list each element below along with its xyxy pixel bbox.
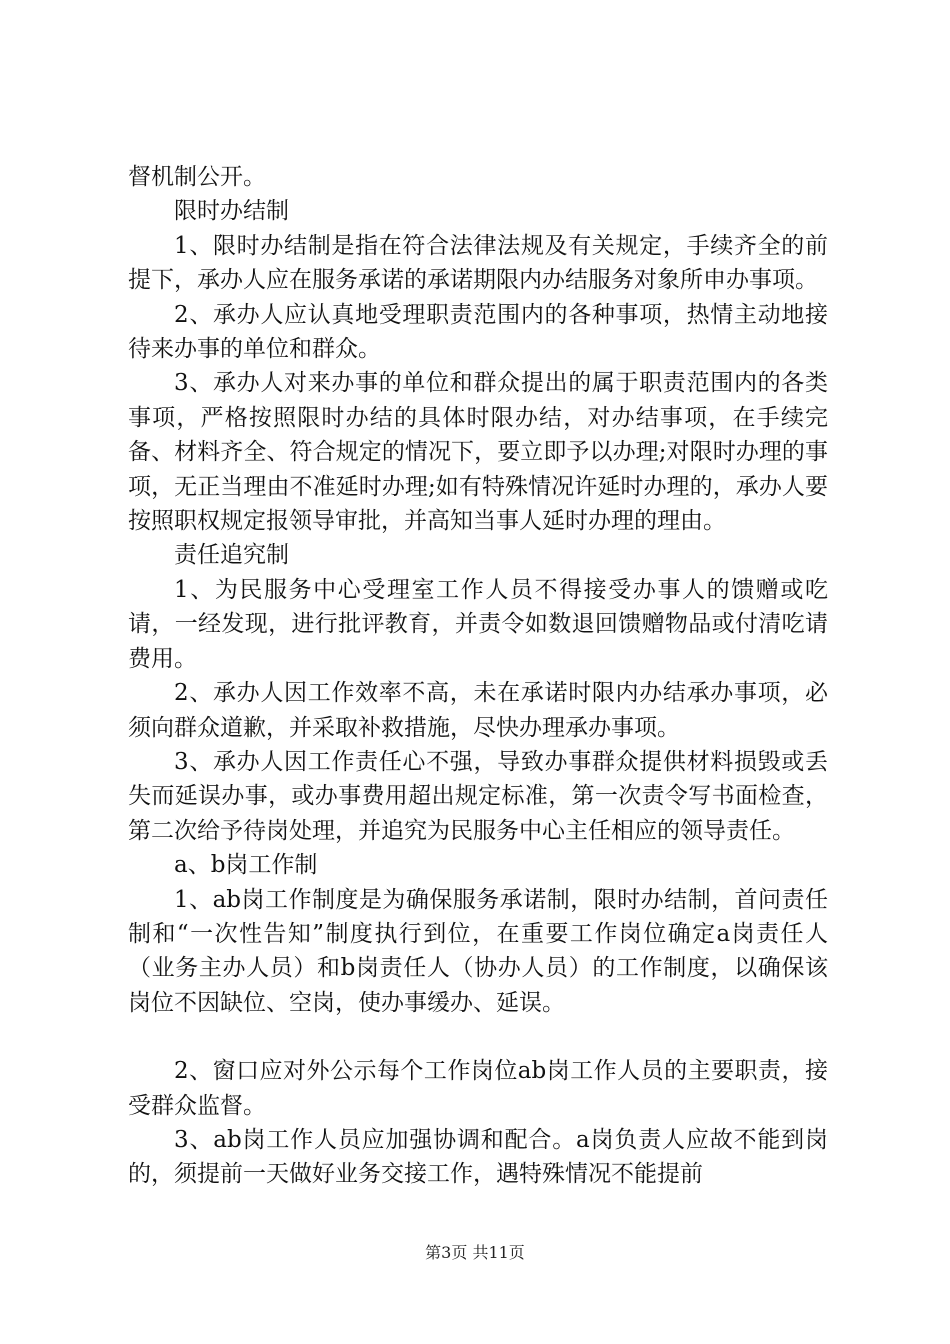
body-paragraph: 1、限时办结制是指在符合法律法规及有关规定，手续齐全的前提下，承办人应在服务承诺的承诺期限内办结服务对象所申办事项。 bbox=[128, 232, 828, 294]
page-footer: 第3页 共11页 bbox=[425, 1243, 525, 1262]
document-body bbox=[128, 160, 828, 1192]
body-paragraph: 1、为民服务中心受理室工作人员不得接受办事人的馈赠或吃请，一经发现，进行批评教育，并责令如数退回馈赠物品或付清吃请费用。 bbox=[128, 576, 828, 672]
paragraph-gap bbox=[128, 1020, 828, 1054]
body-paragraph: 2、承办人因工作效率不高，未在承诺时限内办结承办事项，必须向群众道歉，并采取补救措施，尽快办理承办事项。 bbox=[128, 680, 828, 741]
body-paragraph: 1、ab岗工作制度是为确保服务承诺制，限时办结制，首问责任制和“一次性告知”制度执行到位，在重要工作岗位确定a岗责任人（业务主办人员）和b岗责任人（协办人员）的工作制度，以确保该岗位不因缺位、空岗，使办事缓办、延误。 bbox=[128, 886, 828, 1016]
body-paragraph: 3、承办人因工作责任心不强，导致办事群众提供材料损毁或丢失而延误办事，或办事费用超出规定标准，第一次责令写书面检查，第二次给予待岗处理，并追究为民服务中心主任相应的领导责任。 bbox=[128, 748, 828, 844]
body-paragraph: 督机制公开。 bbox=[128, 164, 266, 190]
section-heading: a、b岗工作制 bbox=[174, 852, 318, 879]
body-paragraph: 3、承办人对来办事的单位和群众提出的属于职责范围内的各类事项，严格按照限时办结的具体时限办结，对办结事项，在手续完备、材料齐全、符合规定的情况下，要立即予以办理;对限时办理的事项，无正当理由不准延时办理;如有特殊情况许延时办理的，承办人要按照职权规定报领导审批，并高知当事人延时办理的理由。 bbox=[128, 370, 828, 535]
body-paragraph: 2、窗口应对外公示每个工作岗位ab岗工作人员的主要职责，接受群众监督。 bbox=[128, 1058, 828, 1119]
section-heading: 责任追究制 bbox=[174, 542, 289, 569]
body-paragraph: 2、承办人应认真地受理职责范围内的各种事项，热情主动地接待来办事的单位和群众。 bbox=[128, 301, 828, 363]
section-heading: 限时办结制 bbox=[174, 198, 289, 225]
body-paragraph: 3、ab岗工作人员应加强协调和配合。a岗负责人应故不能到岗的，须提前一天做好业务交接工作，遇特殊情况不能提前 bbox=[128, 1126, 828, 1188]
